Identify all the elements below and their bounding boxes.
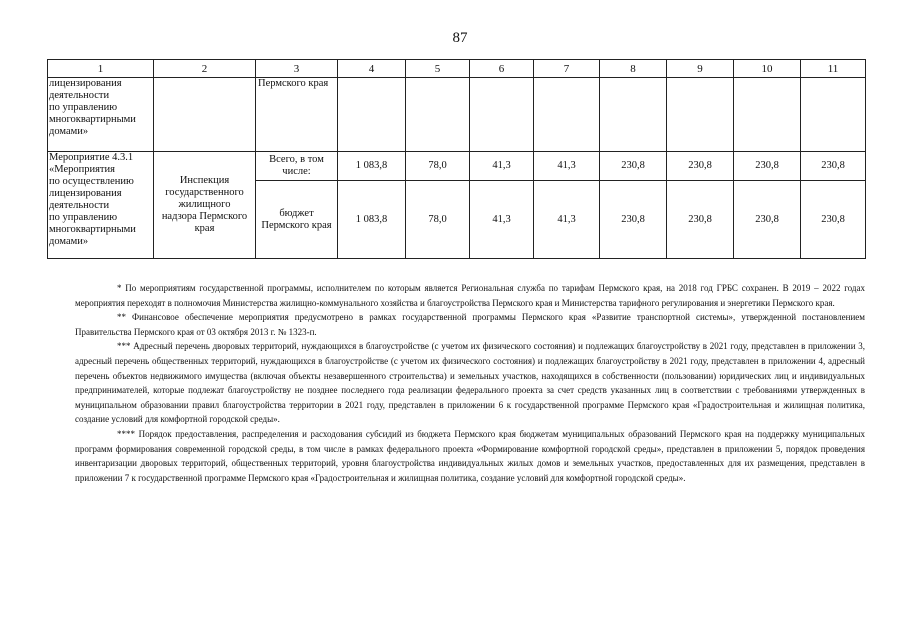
value-cell: 230,8 [801,181,866,259]
value-cell [801,78,866,152]
executor-cell: Инспекция государственного жилищного надзора Пермского края [154,152,256,259]
value-cell: 230,8 [600,152,667,181]
footnote: ** Финансовое обеспечение мероприятия предусмотрено в рамках государственной программы Пермского края «Развитие транспортной системы», утвержденной постановлением Правительства Пермского края от 03 октября 2013 г. № 1323-п. [75,312,865,337]
value-cell: 78,0 [406,152,470,181]
value-cell [338,78,406,152]
footnote: **** Порядок предоставления, распределения и расходования субсидий из бюджета Пермского края бюджетам муниципальных образований Пермского края на поддержку муниципальных программ формирования современной городской среды, в том числе в рамках федерального проекта «Формирование комфортной городской среды», представлен в приложении 5, порядок проведения инвентаризации дворовых территорий, общественных территорий, уровня благоустройства индивидуальных жилых домов и земельных участков, предоставленных для их размещения, представлен в приложении 7 к государственной программе Пермского края «Градостроительная и жилищная политика, создание условий для комфортной городской среды». [75,428,865,483]
value-cell: 41,3 [534,152,600,181]
column-header: 11 [801,60,866,78]
column-header: 10 [734,60,801,78]
value-cell [734,78,801,152]
column-header: 5 [406,60,470,78]
budget-table [47,59,866,259]
table-row [48,78,866,152]
value-cell [406,78,470,152]
value-cell: 78,0 [406,181,470,259]
value-cell: 1 083,8 [338,181,406,259]
footnote: *** Адресный перечень дворовых территорий, нуждающихся в благоустройстве (с учетом их физического состояния) и подлежащих благоустройству в 2021 году, представлен в приложении 3, адресный перечень общественных территорий, нуждающихся в благоустройстве (с учетом их физического состояния) и подлежащих благоустройству в 2021 году, представлен в приложении 4, адресный перечень объектов недвижимого имущества (включая объекты незавершенного строительства) и земельных участков, находящихся в собственности (пользовании) юридических лиц и индивидуальных предпринимателей, которые подлежат благоустройству не позднее последнего года реализации федерального проекта за счет средств указанных лиц в соответствии с требованиями утвержденных в муниципальном образовании правил благоустройства территории в 2021 году, представлен в приложении 6 к государственной программе Пермского края «Градостроительная и жилищная политика, создание условий для комфортной городской среды». [75,341,865,425]
executor-cell [154,78,256,152]
activity-name-cell: Мероприятие 4.3.1 «Мероприятия по осуществлению лицензирования деятельности по управлению многоквартирными домами» [48,152,154,259]
column-header: 1 [48,60,154,78]
value-cell: 1 083,8 [338,152,406,181]
column-header: 8 [600,60,667,78]
table-row [48,152,866,181]
column-header: 2 [154,60,256,78]
value-cell: 41,3 [534,181,600,259]
source-cell: Всего, в том числе: [256,152,338,181]
footnote: * По мероприятиям государственной программы, исполнителем по которым является Региональная служба по тарифам Пермского края, на 2018 год ГРБС сохранен. В 2019 – 2022 годах мероприятия переходят в полномочия Министерства жилищно-коммунального хозяйства и благоустройства Пермского края и Министерства тарифного регулирования и энергетики Пермского края. [75,283,865,308]
value-cell: 230,8 [667,152,734,181]
value-cell: 230,8 [667,181,734,259]
source-cell: бюджет Пермского края [256,181,338,259]
value-cell: 41,3 [470,181,534,259]
value-cell: 230,8 [600,181,667,259]
value-cell [600,78,667,152]
value-cell: 230,8 [801,152,866,181]
table-header-row [48,60,866,78]
column-header: 9 [667,60,734,78]
column-header: 7 [534,60,600,78]
value-cell [534,78,600,152]
activity-name-cell: лицензирования деятельности по управлению многоквартирными домами» [48,78,154,152]
page-number: 87 [452,30,468,46]
value-cell: 230,8 [734,181,801,259]
value-cell: 230,8 [734,152,801,181]
source-cell: Пермского края [256,78,338,152]
value-cell: 41,3 [470,152,534,181]
value-cell [667,78,734,152]
column-header: 6 [470,60,534,78]
footnotes [75,281,865,485]
column-header: 4 [338,60,406,78]
value-cell [470,78,534,152]
column-header: 3 [256,60,338,78]
